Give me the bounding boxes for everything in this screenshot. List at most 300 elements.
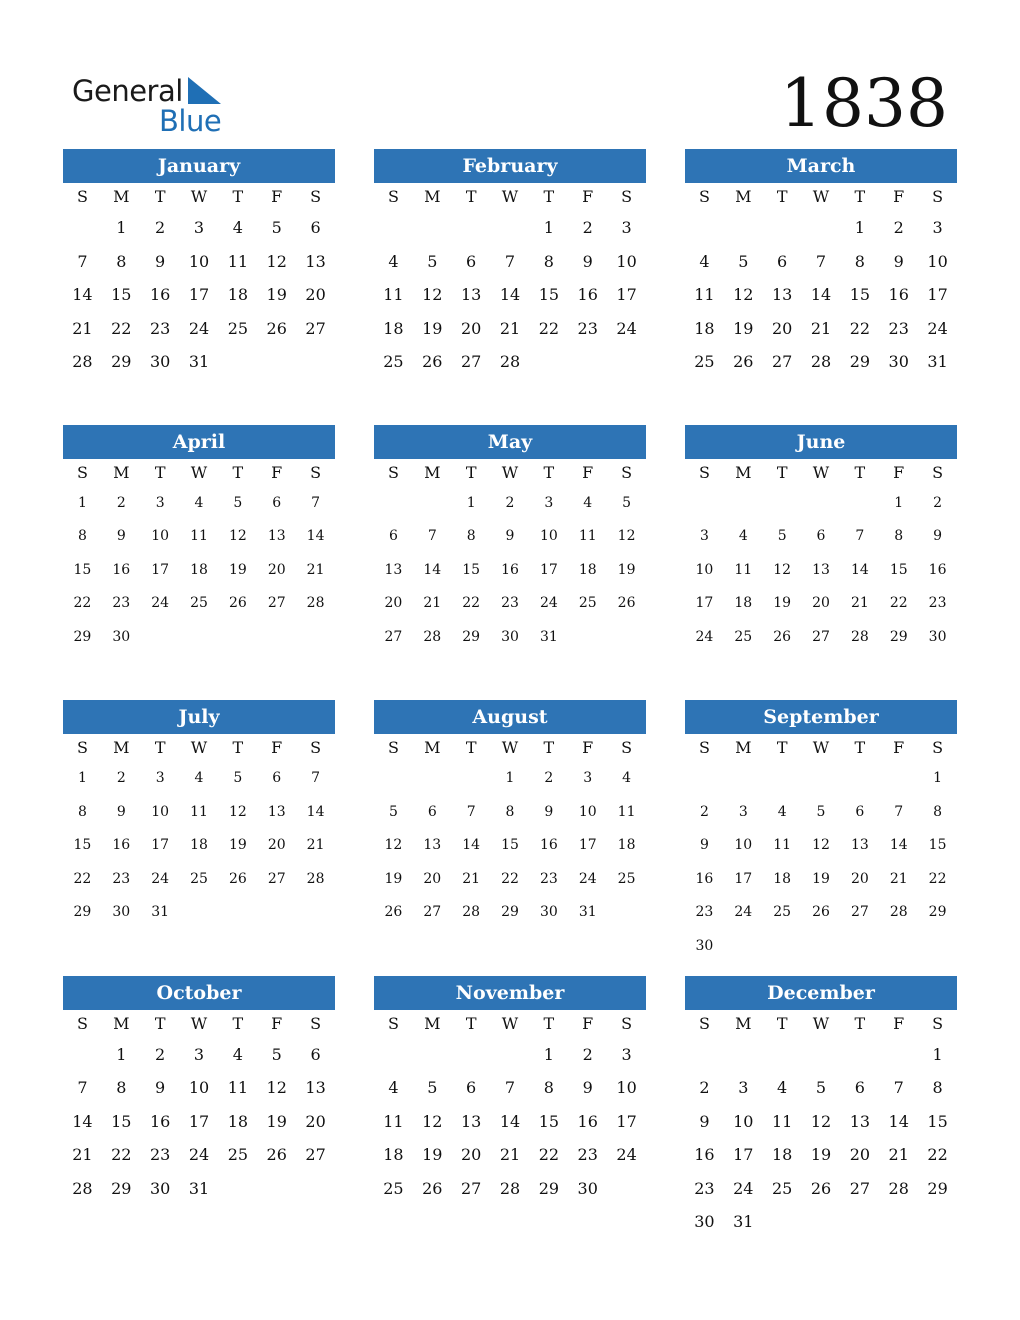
day-cell: 28 bbox=[306, 870, 325, 887]
day-cell: 30 bbox=[149, 352, 171, 372]
day-cell: 22 bbox=[73, 595, 92, 612]
day-cell: 20 bbox=[423, 870, 442, 887]
day-cell: 1 bbox=[932, 1044, 943, 1064]
weekday-label: F bbox=[582, 462, 594, 482]
day-cell: 10 bbox=[188, 251, 210, 271]
weekday-label: S bbox=[310, 462, 322, 482]
day-cell: 9 bbox=[155, 1078, 166, 1098]
weekday-label: S bbox=[698, 738, 710, 757]
weekday-label: W bbox=[501, 738, 519, 757]
day-cell: 10 bbox=[927, 251, 948, 271]
month-header: June bbox=[685, 425, 957, 459]
month-october bbox=[63, 976, 335, 1252]
day-cell: 18 bbox=[617, 837, 636, 854]
day-cell: 26 bbox=[812, 904, 830, 921]
day-cell: 29 bbox=[73, 628, 92, 645]
day-cell: 15 bbox=[73, 561, 92, 578]
weekday-label: S bbox=[76, 462, 88, 482]
day-cell: 24 bbox=[151, 870, 170, 887]
month-april bbox=[63, 425, 335, 701]
day-cell: 13 bbox=[849, 1111, 871, 1131]
day-cell: 22 bbox=[73, 870, 92, 887]
month-march bbox=[685, 149, 957, 425]
weekday-label: S bbox=[387, 462, 399, 482]
day-cell: 17 bbox=[695, 595, 714, 612]
empty-cell bbox=[879, 762, 918, 796]
day-cell: 27 bbox=[771, 352, 793, 372]
day-cell: 28 bbox=[499, 1178, 521, 1198]
empty-cell bbox=[802, 1038, 841, 1072]
day-cell: 27 bbox=[305, 1145, 326, 1165]
day-cell: 17 bbox=[539, 561, 558, 578]
day-cell: 18 bbox=[694, 318, 715, 338]
weekday-label: M bbox=[424, 1013, 441, 1033]
day-cell: 23 bbox=[928, 595, 947, 612]
empty-cell bbox=[685, 487, 724, 521]
day-cell: 18 bbox=[227, 285, 249, 305]
day-cell: 7 bbox=[504, 1078, 516, 1098]
day-cell: 15 bbox=[111, 1111, 132, 1131]
day-cell: 7 bbox=[77, 251, 88, 271]
day-cell: 4 bbox=[388, 251, 399, 271]
day-cell: 7 bbox=[855, 528, 865, 545]
day-cell: 27 bbox=[812, 628, 830, 645]
day-cell: 21 bbox=[888, 1145, 909, 1165]
day-cell: 8 bbox=[854, 251, 865, 271]
day-cell: 4 bbox=[388, 1078, 399, 1098]
weekday-label: M bbox=[735, 462, 752, 482]
weekday-label: M bbox=[424, 187, 441, 206]
day-cell: 21 bbox=[499, 318, 521, 338]
day-cell: 3 bbox=[932, 218, 943, 237]
day-cell: 20 bbox=[460, 318, 482, 338]
weekday-label: T bbox=[465, 1013, 477, 1033]
day-cell: 10 bbox=[578, 803, 597, 820]
day-cell: 4 bbox=[232, 1044, 243, 1064]
day-cell: 10 bbox=[151, 528, 170, 545]
day-cell: 22 bbox=[538, 1145, 560, 1165]
weekday-label: S bbox=[387, 1013, 399, 1033]
empty-cell bbox=[374, 762, 413, 796]
day-cell: 23 bbox=[577, 1145, 598, 1165]
month-may bbox=[374, 425, 646, 701]
day-cell: 1 bbox=[77, 770, 87, 786]
day-cell: 11 bbox=[383, 1111, 404, 1131]
day-cell: 29 bbox=[73, 904, 92, 921]
weekday-label: M bbox=[113, 187, 130, 206]
day-cell: 9 bbox=[155, 251, 166, 271]
day-cell: 18 bbox=[734, 595, 753, 612]
day-cell: 24 bbox=[151, 595, 170, 612]
day-cell: 20 bbox=[267, 561, 286, 578]
day-cell: 29 bbox=[501, 904, 519, 921]
day-cell: 10 bbox=[151, 803, 170, 820]
day-cell: 9 bbox=[116, 803, 126, 820]
day-cell: 9 bbox=[933, 528, 943, 545]
weekday-label: T bbox=[465, 187, 477, 206]
day-cell: 26 bbox=[228, 870, 247, 887]
day-cell: 2 bbox=[699, 803, 709, 820]
day-cell: 24 bbox=[616, 1145, 637, 1165]
weekday-label: S bbox=[310, 738, 322, 757]
day-cell: 14 bbox=[306, 803, 325, 820]
day-cell: 4 bbox=[777, 1078, 788, 1098]
day-cell: 13 bbox=[305, 1078, 326, 1098]
day-grid bbox=[374, 1010, 646, 1206]
day-cell: 15 bbox=[501, 837, 519, 854]
weekday-label: T bbox=[465, 738, 477, 757]
day-cell: 5 bbox=[271, 218, 282, 237]
empty-cell bbox=[763, 211, 802, 245]
day-cell: 3 bbox=[193, 218, 205, 237]
day-grid bbox=[685, 183, 957, 379]
day-cell: 6 bbox=[816, 528, 826, 545]
day-cell: 19 bbox=[422, 318, 443, 338]
day-cell: 13 bbox=[384, 561, 403, 578]
day-cell: 13 bbox=[812, 561, 830, 578]
day-cell: 3 bbox=[621, 1044, 632, 1064]
day-cell: 25 bbox=[734, 628, 753, 645]
weekday-label: T bbox=[232, 462, 244, 482]
day-cell: 14 bbox=[72, 1111, 93, 1131]
logo-text-general: General bbox=[72, 74, 183, 108]
day-cell: 13 bbox=[771, 285, 793, 305]
day-cell: 8 bbox=[543, 251, 554, 271]
day-cell: 12 bbox=[422, 1111, 443, 1131]
day-cell: 24 bbox=[539, 595, 558, 612]
day-cell: 8 bbox=[116, 251, 127, 271]
day-cell: 3 bbox=[155, 494, 165, 511]
empty-cell bbox=[452, 762, 491, 796]
day-cell: 7 bbox=[893, 1078, 904, 1098]
weekday-label: T bbox=[776, 1013, 788, 1033]
day-cell: 23 bbox=[501, 595, 519, 612]
day-cell: 17 bbox=[151, 837, 170, 854]
month-header: April bbox=[63, 425, 335, 459]
day-cell: 2 bbox=[544, 770, 554, 786]
day-cell: 11 bbox=[773, 837, 792, 854]
day-cell: 28 bbox=[889, 904, 908, 921]
day-cell: 28 bbox=[850, 628, 869, 645]
day-cell: 22 bbox=[111, 1145, 132, 1165]
day-cell: 22 bbox=[538, 318, 560, 338]
empty-cell bbox=[452, 1038, 491, 1072]
empty-cell bbox=[413, 762, 452, 796]
day-cell: 10 bbox=[539, 528, 558, 545]
day-cell: 11 bbox=[190, 803, 208, 820]
day-cell: 28 bbox=[810, 352, 832, 372]
day-cell: 1 bbox=[466, 494, 476, 511]
day-cell: 4 bbox=[622, 770, 632, 786]
day-cell: 17 bbox=[188, 1111, 210, 1131]
weekday-label: F bbox=[271, 462, 283, 482]
weekday-label: F bbox=[893, 1013, 905, 1033]
day-cell: 17 bbox=[927, 285, 948, 305]
day-grid bbox=[63, 1010, 335, 1206]
empty-cell bbox=[413, 211, 452, 245]
day-cell: 14 bbox=[499, 285, 521, 305]
empty-cell bbox=[724, 211, 763, 245]
empty-cell bbox=[685, 211, 724, 245]
day-cell: 19 bbox=[228, 837, 247, 854]
day-cell: 30 bbox=[928, 628, 947, 645]
day-cell: 1 bbox=[116, 218, 127, 237]
day-cell: 24 bbox=[578, 870, 597, 887]
day-cell: 24 bbox=[188, 318, 210, 338]
day-cell: 23 bbox=[695, 904, 714, 921]
day-cell: 4 bbox=[777, 803, 787, 820]
day-cell: 22 bbox=[889, 595, 908, 612]
month-september bbox=[685, 700, 957, 976]
day-cell: 25 bbox=[190, 595, 208, 612]
day-cell: 8 bbox=[77, 803, 87, 820]
day-cell: 17 bbox=[734, 870, 753, 887]
day-cell: 19 bbox=[812, 870, 830, 887]
weekday-label: W bbox=[501, 187, 519, 206]
day-cell: 16 bbox=[149, 285, 171, 305]
day-cell: 15 bbox=[927, 1111, 948, 1131]
empty-cell bbox=[802, 487, 841, 521]
day-cell: 12 bbox=[266, 1078, 287, 1098]
month-july bbox=[63, 700, 335, 976]
empty-cell bbox=[374, 1038, 413, 1072]
day-cell: 31 bbox=[539, 628, 558, 645]
day-cell: 27 bbox=[460, 352, 482, 372]
empty-cell bbox=[763, 762, 802, 796]
logo-text-blue: Blue bbox=[159, 104, 222, 138]
weekday-label: S bbox=[698, 462, 710, 482]
weekday-label: T bbox=[776, 738, 788, 757]
day-cell: 18 bbox=[773, 870, 792, 887]
day-cell: 19 bbox=[266, 285, 287, 305]
day-cell: 3 bbox=[699, 528, 709, 545]
day-cell: 27 bbox=[850, 904, 869, 921]
weekday-label: F bbox=[271, 1013, 283, 1033]
weekday-label: F bbox=[893, 187, 905, 206]
day-cell: 5 bbox=[777, 528, 787, 545]
day-cell: 6 bbox=[272, 494, 282, 511]
day-cell: 6 bbox=[466, 251, 477, 271]
day-cell: 21 bbox=[462, 870, 481, 887]
day-cell: 7 bbox=[466, 803, 476, 820]
day-cell: 19 bbox=[617, 561, 636, 578]
empty-cell bbox=[413, 487, 452, 521]
day-cell: 25 bbox=[227, 1145, 249, 1165]
day-cell: 22 bbox=[927, 1145, 948, 1165]
day-cell: 26 bbox=[228, 595, 247, 612]
day-cell: 8 bbox=[77, 528, 87, 545]
day-cell: 30 bbox=[888, 352, 909, 372]
day-cell: 31 bbox=[151, 904, 170, 921]
weekday-label: M bbox=[735, 187, 752, 206]
day-cell: 30 bbox=[501, 628, 519, 645]
day-cell: 1 bbox=[543, 218, 554, 237]
day-cell: 11 bbox=[190, 528, 208, 545]
day-cell: 20 bbox=[384, 595, 403, 612]
weekday-label: T bbox=[232, 1013, 244, 1033]
day-cell: 26 bbox=[422, 1178, 443, 1198]
empty-cell bbox=[63, 211, 102, 245]
day-cell: 2 bbox=[699, 1078, 710, 1098]
empty-cell bbox=[413, 1038, 452, 1072]
day-cell: 5 bbox=[738, 251, 749, 271]
day-cell: 16 bbox=[149, 1111, 171, 1131]
weekday-label: T bbox=[543, 187, 555, 206]
weekday-label: T bbox=[776, 462, 788, 482]
day-cell: 26 bbox=[617, 595, 636, 612]
day-cell: 22 bbox=[111, 318, 132, 338]
day-cell: 30 bbox=[695, 937, 714, 954]
day-cell: 8 bbox=[894, 528, 904, 545]
day-cell: 19 bbox=[810, 1145, 832, 1165]
day-cell: 28 bbox=[888, 1178, 909, 1198]
day-cell: 31 bbox=[188, 1178, 210, 1198]
day-cell: 3 bbox=[193, 1044, 205, 1064]
month-november bbox=[374, 976, 646, 1252]
day-cell: 7 bbox=[504, 251, 516, 271]
weekday-label: W bbox=[812, 738, 830, 757]
day-cell: 31 bbox=[733, 1212, 754, 1232]
weekday-label: S bbox=[76, 187, 88, 206]
day-cell: 20 bbox=[305, 285, 326, 305]
day-cell: 26 bbox=[266, 318, 287, 338]
day-grid bbox=[63, 183, 335, 379]
weekday-label: F bbox=[271, 187, 283, 206]
day-cell: 21 bbox=[423, 595, 442, 612]
day-cell: 29 bbox=[889, 628, 908, 645]
day-cell: 26 bbox=[810, 1178, 832, 1198]
empty-cell bbox=[840, 1038, 879, 1072]
day-cell: 5 bbox=[427, 251, 438, 271]
day-cell: 17 bbox=[616, 285, 637, 305]
day-cell: 24 bbox=[188, 1145, 210, 1165]
day-cell: 13 bbox=[267, 528, 286, 545]
day-cell: 28 bbox=[72, 1178, 93, 1198]
month-february bbox=[374, 149, 646, 425]
weekday-label: T bbox=[776, 187, 788, 206]
day-cell: 28 bbox=[499, 352, 521, 372]
day-cell: 5 bbox=[233, 770, 243, 786]
day-cell: 28 bbox=[306, 595, 325, 612]
day-cell: 5 bbox=[271, 1044, 282, 1064]
day-cell: 6 bbox=[777, 251, 788, 271]
day-cell: 21 bbox=[810, 318, 832, 338]
month-header: March bbox=[685, 149, 957, 183]
empty-cell bbox=[802, 211, 841, 245]
day-cell: 26 bbox=[266, 1145, 287, 1165]
day-cell: 15 bbox=[462, 561, 481, 578]
day-cell: 23 bbox=[577, 318, 598, 338]
weekday-label: F bbox=[582, 187, 594, 206]
day-cell: 17 bbox=[188, 285, 210, 305]
day-cell: 8 bbox=[466, 528, 476, 545]
day-cell: 19 bbox=[384, 870, 403, 887]
day-cell: 29 bbox=[928, 904, 947, 921]
month-header: November bbox=[374, 976, 646, 1010]
day-cell: 18 bbox=[383, 318, 404, 338]
day-cell: 20 bbox=[460, 1145, 482, 1165]
day-cell: 15 bbox=[889, 561, 908, 578]
day-cell: 8 bbox=[543, 1078, 554, 1098]
weekday-label: T bbox=[854, 187, 866, 206]
weekday-label: S bbox=[310, 187, 322, 206]
weekday-label: M bbox=[113, 462, 130, 482]
day-cell: 1 bbox=[116, 1044, 127, 1064]
weekday-label: W bbox=[501, 462, 519, 482]
day-cell: 31 bbox=[188, 352, 210, 372]
day-cell: 24 bbox=[733, 1178, 754, 1198]
day-cell: 16 bbox=[112, 837, 131, 854]
day-cell: 14 bbox=[810, 285, 832, 305]
empty-cell bbox=[802, 762, 841, 796]
day-cell: 27 bbox=[849, 1178, 871, 1198]
day-grid bbox=[685, 1010, 957, 1240]
day-cell: 10 bbox=[616, 1078, 637, 1098]
day-cell: 2 bbox=[582, 1044, 593, 1064]
day-cell: 22 bbox=[928, 870, 947, 887]
day-cell: 21 bbox=[306, 837, 325, 854]
weekday-label: T bbox=[154, 187, 166, 206]
day-cell: 24 bbox=[927, 318, 948, 338]
day-cell: 4 bbox=[232, 218, 243, 237]
day-cell: 2 bbox=[116, 770, 126, 786]
weekday-label: W bbox=[190, 738, 208, 757]
day-cell: 30 bbox=[694, 1212, 715, 1232]
empty-cell bbox=[452, 211, 491, 245]
weekday-label: S bbox=[387, 738, 399, 757]
day-cell: 16 bbox=[888, 285, 909, 305]
empty-cell bbox=[63, 1038, 102, 1072]
day-cell: 14 bbox=[850, 561, 869, 578]
day-cell: 5 bbox=[622, 494, 632, 511]
day-cell: 14 bbox=[72, 285, 93, 305]
day-cell: 12 bbox=[266, 251, 287, 271]
day-cell: 17 bbox=[616, 1111, 637, 1131]
day-cell: 6 bbox=[854, 1078, 865, 1098]
weekday-label: T bbox=[543, 1013, 555, 1033]
day-cell: 14 bbox=[462, 837, 481, 854]
day-cell: 9 bbox=[699, 1111, 710, 1131]
day-cell: 19 bbox=[733, 318, 754, 338]
month-header: January bbox=[63, 149, 335, 183]
day-cell: 16 bbox=[577, 285, 598, 305]
day-cell: 4 bbox=[583, 494, 593, 511]
day-cell: 11 bbox=[771, 1111, 793, 1131]
weekday-label: S bbox=[932, 1013, 944, 1033]
weekday-label: T bbox=[154, 1013, 166, 1033]
day-cell: 19 bbox=[422, 1145, 443, 1165]
empty-cell bbox=[374, 487, 413, 521]
day-cell: 16 bbox=[695, 870, 714, 887]
day-cell: 7 bbox=[427, 528, 437, 545]
day-cell: 1 bbox=[77, 494, 87, 511]
empty-cell bbox=[763, 1038, 802, 1072]
empty-cell bbox=[724, 487, 763, 521]
day-grid bbox=[63, 459, 335, 655]
day-cell: 21 bbox=[499, 1145, 521, 1165]
day-cell: 12 bbox=[733, 285, 754, 305]
day-cell: 16 bbox=[539, 837, 558, 854]
day-cell: 27 bbox=[267, 595, 286, 612]
day-cell: 3 bbox=[621, 218, 632, 237]
day-grid bbox=[374, 459, 646, 655]
day-cell: 23 bbox=[888, 318, 909, 338]
day-cell: 31 bbox=[927, 352, 948, 372]
day-cell: 6 bbox=[388, 528, 398, 545]
day-cell: 15 bbox=[111, 285, 132, 305]
day-cell: 9 bbox=[544, 803, 554, 820]
empty-cell bbox=[491, 211, 530, 245]
